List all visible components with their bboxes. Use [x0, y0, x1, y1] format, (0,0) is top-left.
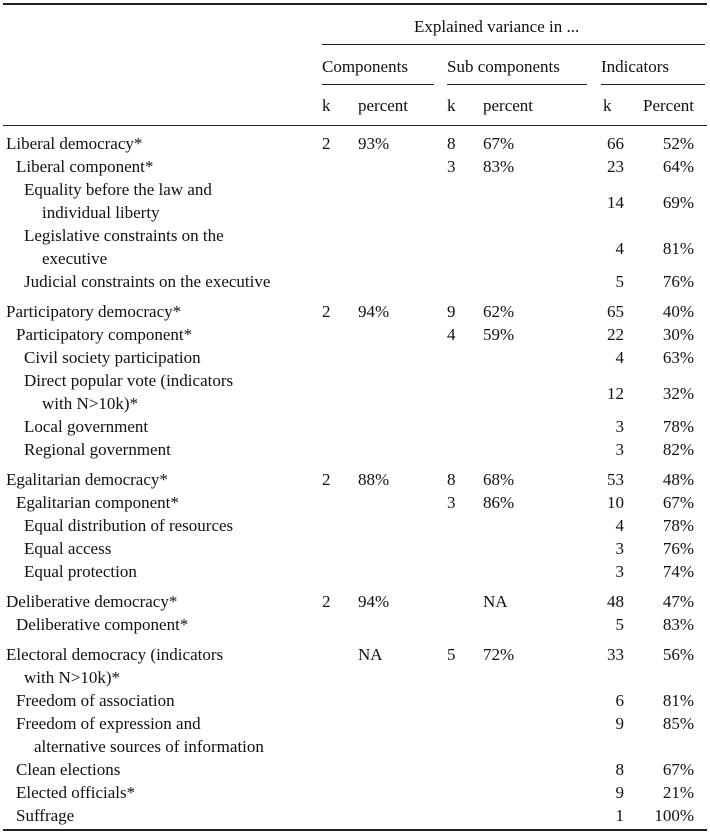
- row-label: [6, 643, 223, 689]
- row-label: [16, 804, 74, 827]
- row-label-line: Deliberative democracy*: [6, 592, 178, 611]
- row-label-line: Equal protection: [24, 562, 137, 581]
- row-label: [6, 300, 181, 323]
- row-label: [24, 415, 148, 438]
- cell-indicators-k: 9: [615, 714, 624, 733]
- cell-subcomponents-k: 8: [447, 470, 456, 489]
- subhead-components-k: k: [322, 96, 331, 115]
- cell-indicators-percent: 56%: [662, 645, 694, 664]
- cell-indicators-percent: 78%: [662, 417, 694, 436]
- row-label-line: Regional government: [24, 440, 171, 459]
- cell-components-k: 2: [322, 134, 331, 153]
- cell-indicators-k: 14: [607, 193, 624, 212]
- cell-indicators-percent: 76%: [662, 539, 694, 558]
- row-label: [16, 758, 120, 781]
- cell-indicators-percent: 47%: [662, 592, 694, 611]
- cell-components-percent: 94%: [358, 302, 390, 321]
- row-label: [24, 560, 137, 583]
- row-label-line: Liberal democracy*: [6, 134, 143, 153]
- cell-subcomponents-percent: 83%: [483, 157, 515, 176]
- cell-indicators-percent: 74%: [662, 562, 694, 581]
- cell-indicators-k: 1: [615, 806, 624, 825]
- row-label-line: Egalitarian component*: [16, 493, 179, 512]
- group-heading-components: Components: [322, 57, 408, 76]
- cell-indicators-k: 4: [615, 348, 624, 367]
- cell-indicators-k: 5: [615, 272, 624, 291]
- row-label: [16, 781, 135, 804]
- row-label-line: Deliberative component*: [16, 615, 189, 634]
- row-label-line: Electoral democracy (indicators: [6, 645, 224, 664]
- cell-indicators-k: 3: [615, 539, 624, 558]
- subhead-subcomponents-percent: percent: [483, 96, 534, 115]
- cell-subcomponents-k: 3: [447, 493, 456, 512]
- row-label-line: Judicial constraints on the executive: [24, 272, 271, 291]
- row-label-line: Clean elections: [16, 760, 121, 779]
- row-label-continuation: with N>10k)*: [42, 394, 138, 413]
- cell-indicators-k: 9: [615, 783, 624, 802]
- subhead-indicators-percent: Percent: [643, 96, 694, 115]
- row-label-continuation: individual liberty: [42, 203, 160, 222]
- cell-indicators-percent: 64%: [662, 157, 694, 176]
- row-label-line: Liberal component*: [16, 157, 154, 176]
- row-label-continuation: alternative sources of information: [34, 737, 264, 756]
- row-label-line: Suffrage: [16, 806, 75, 825]
- cell-indicators-percent: 63%: [662, 348, 694, 367]
- cell-subcomponents-percent: 72%: [483, 645, 515, 664]
- cell-indicators-k: 66: [607, 134, 624, 153]
- row-label: [24, 514, 233, 537]
- cell-indicators-percent: 30%: [662, 325, 694, 344]
- row-label-line: Local government: [24, 417, 149, 436]
- cell-indicators-percent: 81%: [662, 691, 694, 710]
- row-label-continuation: with N>10k)*: [24, 668, 120, 687]
- group-heading-indicators: Indicators: [601, 57, 669, 76]
- cell-indicators-k: 48: [607, 592, 624, 611]
- cell-indicators-percent: 76%: [662, 272, 694, 291]
- group-heading-subcomponents: Sub components: [447, 57, 560, 76]
- row-label-line: Legislative constraints on the: [24, 226, 224, 245]
- cell-indicators-k: 23: [607, 157, 624, 176]
- cell-subcomponents-k: 9: [447, 302, 456, 321]
- row-label: [24, 224, 224, 270]
- cell-indicators-k: 6: [615, 691, 624, 710]
- cell-components-percent: NA: [358, 645, 383, 664]
- cell-subcomponents-k: 3: [447, 157, 456, 176]
- cell-indicators-k: 10: [607, 493, 624, 512]
- header-bottom-rule: [3, 125, 707, 126]
- row-label-line: Equality before the law and: [24, 180, 212, 199]
- row-label-line: Equal distribution of resources: [24, 516, 234, 535]
- row-label-line: Egalitarian democracy*: [6, 470, 168, 489]
- cell-indicators-k: 53: [607, 470, 624, 489]
- cell-indicators-k: 8: [615, 760, 624, 779]
- cell-indicators-percent: 85%: [662, 714, 694, 733]
- row-label: [24, 438, 171, 461]
- row-label-line: Participatory component*: [16, 325, 193, 344]
- row-label: [24, 537, 111, 560]
- spanner-heading: Explained variance in ...: [414, 17, 580, 36]
- cell-components-percent: 93%: [358, 134, 390, 153]
- cell-subcomponents-percent: 68%: [483, 470, 515, 489]
- cell-indicators-k: 3: [615, 417, 624, 436]
- row-label: [6, 590, 177, 613]
- row-label-continuation: executive: [42, 249, 108, 268]
- cell-indicators-k: 33: [607, 645, 624, 664]
- cell-indicators-percent: 82%: [662, 440, 694, 459]
- cell-indicators-percent: 81%: [662, 239, 694, 258]
- row-label: [24, 270, 270, 293]
- cell-indicators-percent: 32%: [662, 384, 694, 403]
- row-label: [24, 178, 212, 224]
- cell-components-percent: 94%: [358, 592, 390, 611]
- subhead-subcomponents-k: k: [447, 96, 456, 115]
- cell-indicators-k: 3: [615, 440, 624, 459]
- cell-indicators-percent: 52%: [662, 134, 694, 153]
- cell-indicators-percent: 83%: [662, 615, 694, 634]
- row-label-line: Participatory democracy*: [6, 302, 182, 321]
- cell-components-k: 2: [322, 470, 331, 489]
- cell-subcomponents-k: 8: [447, 134, 456, 153]
- indicators-rule: [601, 84, 705, 85]
- row-label: [16, 155, 153, 178]
- row-label: [16, 323, 192, 346]
- cell-subcomponents-k: 4: [447, 325, 456, 344]
- cell-indicators-percent: 69%: [662, 193, 694, 212]
- subcomponents-rule: [447, 84, 587, 85]
- cell-subcomponents-percent: 67%: [483, 134, 515, 153]
- cell-indicators-percent: 40%: [662, 302, 694, 321]
- cell-indicators-percent: 78%: [662, 516, 694, 535]
- row-label: [16, 712, 264, 758]
- row-label-line: Elected officials*: [16, 783, 136, 802]
- cell-subcomponents-percent: 62%: [483, 302, 515, 321]
- spanner-rule: [322, 44, 705, 45]
- row-label-line: Civil society participation: [24, 348, 201, 367]
- row-label-line: Direct popular vote (indicators: [24, 371, 234, 390]
- cell-indicators-k: 12: [607, 384, 624, 403]
- cell-indicators-percent: 21%: [662, 783, 694, 802]
- cell-subcomponents-percent: 59%: [483, 325, 515, 344]
- row-label: [16, 689, 175, 712]
- cell-indicators-percent: 67%: [662, 493, 694, 512]
- cell-indicators-k: 22: [607, 325, 624, 344]
- cell-indicators-percent: 48%: [662, 470, 694, 489]
- cell-indicators-k: 4: [615, 239, 624, 258]
- cell-components-k: 2: [322, 592, 331, 611]
- cell-indicators-k: 5: [615, 615, 624, 634]
- cell-subcomponents-percent: 86%: [483, 493, 515, 512]
- cell-indicators-percent: 67%: [662, 760, 694, 779]
- components-rule: [322, 84, 434, 85]
- row-label: [16, 613, 188, 636]
- cell-components-k: 2: [322, 302, 331, 321]
- cell-indicators-k: 3: [615, 562, 624, 581]
- row-label: [16, 491, 179, 514]
- cell-subcomponents-percent: NA: [483, 592, 508, 611]
- cell-indicators-k: 4: [615, 516, 624, 535]
- cell-subcomponents-k: 5: [447, 645, 456, 664]
- row-label-line: Freedom of expression and: [16, 714, 201, 733]
- subhead-indicators-k: k: [603, 96, 612, 115]
- subhead-components-percent: percent: [358, 96, 409, 115]
- row-label: [6, 468, 168, 491]
- row-label: [24, 346, 201, 369]
- row-label: [24, 369, 233, 415]
- cell-components-percent: 88%: [358, 470, 390, 489]
- bottom-rule: [3, 829, 707, 831]
- row-label: [6, 132, 142, 155]
- cell-indicators-percent: 100%: [654, 806, 694, 825]
- row-label-line: Equal access: [24, 539, 112, 558]
- row-label-line: Freedom of association: [16, 691, 175, 710]
- top-rule: [3, 3, 707, 5]
- cell-indicators-k: 65: [607, 302, 624, 321]
